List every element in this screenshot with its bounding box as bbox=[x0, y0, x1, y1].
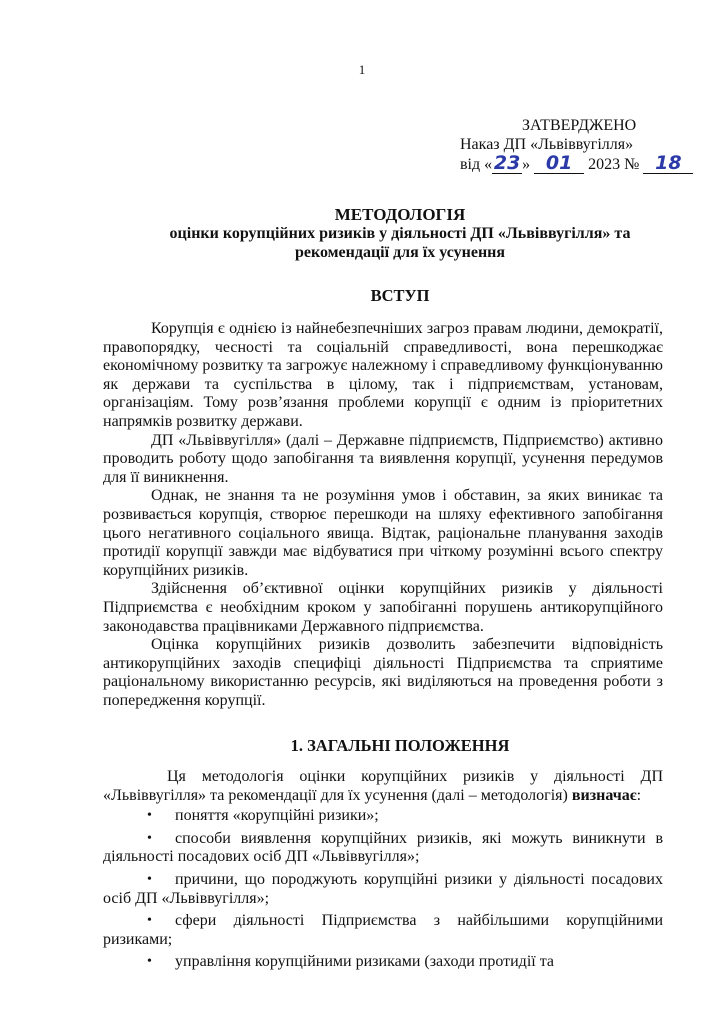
approval-stamp-block bbox=[460, 116, 710, 174]
bullet-icon: • bbox=[147, 808, 152, 824]
date-prefix: від « bbox=[460, 156, 493, 173]
date-mid-quote: » bbox=[522, 156, 531, 173]
list-item-text: сфери діяльності Підприємства з найбільшими корупційними ризиками; bbox=[103, 912, 663, 948]
intro-paragraph: ДП «Львіввугілля» (далі – Державне підприємств, Підприємство) активно проводить роботу щодо запобігання та виявлення корупції, усунення передумов для її виникнення. bbox=[103, 431, 663, 486]
approval-order: Наказ ДП «Львіввугілля» bbox=[460, 136, 634, 153]
list-item bbox=[103, 830, 663, 867]
list-item bbox=[103, 807, 663, 826]
intro-paragraph: Здійснення об’єктивної оцінки корупційних ризиків у діяльності Підприємства є необхідним кроком у запобіганні порушень антикорупційного законодавства працівниками Державного підприємства. bbox=[103, 580, 663, 635]
intro-paragraph: Оцінка корупційних ризиків дозволить забезпечити відповідність антикорупційних заходів специфіці діяльності Підприємства та сприятиме раціональному використанню ресурсів, які виділяються на проведення роботи з попередження корупції. bbox=[103, 636, 663, 709]
section1-intro-text: Ця методологія оцінки корупційних ризиків у діяльності ДП «Львіввугілля» та рекомендації для їх усунення (далі – методологія) bbox=[103, 768, 663, 804]
intro-paragraph: Корупція є однією із найнебезпечніших загроз правам людини, демократії, правопорядку, чесності та соціальній справедливості, вона перешкоджає економічному розвитку та загрожує належному і справедливому функціонуванню як держави та суспільства в цілому, так і підприємствам, установам, організаціям. Тому розв’язання проблеми корупції є одним із пріоритетних напрямків розвитку держави. bbox=[103, 320, 663, 430]
list-item-text: причини, що породжують корупційні ризики у діяльності посадових осіб ДП «Львіввугілля»; bbox=[103, 870, 663, 907]
document-title-line3: рекомендації для їх усунення bbox=[294, 244, 506, 261]
section1-intro bbox=[103, 768, 663, 805]
section1-intro-colon: : bbox=[636, 786, 642, 804]
intro-body bbox=[103, 320, 663, 710]
handwritten-month: 01 bbox=[534, 154, 584, 174]
list-item bbox=[103, 953, 663, 972]
bullet-icon: • bbox=[147, 830, 152, 846]
bullet-icon: • bbox=[147, 913, 152, 929]
approval-date-line bbox=[460, 154, 710, 174]
handwritten-day: 23 bbox=[493, 152, 521, 174]
list-item-text: управління корупційними ризиками (заходи протидії та bbox=[175, 953, 554, 971]
date-year-label: 2023 № bbox=[588, 156, 640, 173]
handwritten-order-number: 18 bbox=[643, 154, 693, 174]
section1-heading: 1. ЗАГАЛЬНІ ПОЛОЖЕННЯ bbox=[290, 736, 510, 755]
bullet-icon: • bbox=[147, 871, 152, 887]
section1-list bbox=[103, 807, 663, 972]
section1-intro-bold: визначає bbox=[571, 786, 637, 804]
bullet-icon: • bbox=[147, 954, 152, 970]
list-item-text: поняття «корупційні ризики»; bbox=[175, 807, 379, 825]
page-number: 1 bbox=[358, 62, 366, 77]
document-title-line1: МЕТОДОЛОГІЯ bbox=[334, 205, 466, 224]
intro-paragraph: Однак, не знання та не розуміння умов і обставин, за яких виникає та розвивається корупція, створює перешкоди на шляху ефективного запобігання цього негативного соціального явища. Відтак, раціональне планування заходів протидії корупції завжди має відбуватися при чіткому розумінні всього спектру корупційних ризиків. bbox=[103, 487, 663, 579]
list-item bbox=[103, 912, 663, 949]
document-title bbox=[90, 205, 710, 262]
document-title-line2: оцінки корупційних ризиків у діяльності ДП «Львіввугілля» та bbox=[169, 225, 631, 242]
list-item-text: способи виявлення корупційних ризиків, які можуть виникнути в діяльності посадових осіб ДП «Львіввугілля»; bbox=[103, 829, 663, 866]
section1-body bbox=[103, 768, 663, 976]
intro-heading: ВСТУП bbox=[370, 286, 430, 305]
approval-title: ЗАТВЕРДЖЕНО bbox=[522, 117, 637, 134]
list-item bbox=[103, 871, 663, 908]
